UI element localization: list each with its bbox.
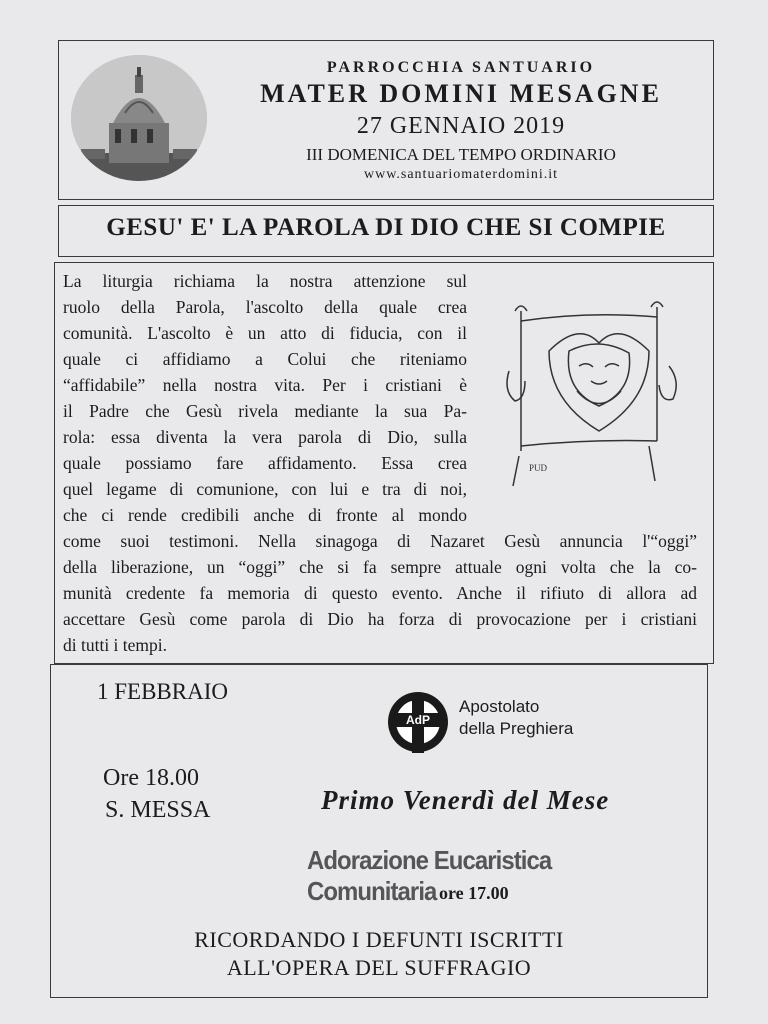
sanctuary-dome-image bbox=[69, 53, 209, 183]
event-box bbox=[50, 664, 708, 998]
body-line: quale possiamo fare affidamento. Essa crea bbox=[63, 453, 467, 473]
body-line: quale ci affidiamo a Colui che riteniamo bbox=[63, 349, 467, 369]
jesus-scroll-drawing bbox=[499, 281, 689, 491]
mass-label: S. MESSA bbox=[105, 797, 211, 823]
body-line: accettare Gesù come parola di Dio ha forza di provocazione per i cristiani bbox=[63, 609, 697, 629]
body-line: comunità. L'ascolto è un atto di fiducia, con il bbox=[63, 323, 467, 343]
mass-time: Ore 18.00 bbox=[103, 765, 199, 791]
body-line: che ci rende credibili anche di fronte al mondo bbox=[63, 505, 467, 525]
body-line: della liberazione, un “oggi” che si fa sempre attuale ogni volta che la co- bbox=[63, 557, 697, 577]
title-box bbox=[58, 205, 714, 257]
adp-name-line2: della Preghiera bbox=[459, 719, 574, 738]
body-line: come suoi testimoni. Nella sinagoga di Nazaret Gesù annuncia l'“oggi” bbox=[63, 531, 697, 551]
body-line: quel legame di comunione, con lui e tra di noi, bbox=[63, 479, 467, 499]
adoration-time: ore 17.00 bbox=[439, 883, 509, 903]
svg-text:PUD: PUD bbox=[529, 463, 548, 473]
bulletin-date: 27 GENNAIO 2019 bbox=[356, 113, 566, 139]
body-line: “affidabile” nella nostra vita. Per i cristiani è bbox=[63, 375, 467, 395]
body-line: di tutti i tempi. bbox=[63, 635, 168, 655]
header-box bbox=[58, 40, 714, 200]
adp-logo-icon bbox=[385, 687, 451, 757]
event-date: 1 FEBBRAIO bbox=[97, 679, 228, 704]
body-line: munità credente fa memoria di questo evento. Anche il rifiuto di allora ad bbox=[63, 583, 697, 603]
body-line: ruolo della Parola, l'ascolto della quale crea bbox=[63, 297, 467, 317]
sanctuary-name: MATER DOMINI MESAGNE bbox=[260, 79, 662, 108]
body-line: il Padre che Gesù rivela mediante la sua Pa- bbox=[63, 401, 467, 421]
parish-label: PARROCCHIA SANTUARIO bbox=[326, 59, 596, 76]
first-friday-heading: Primo Venerdì del Mese bbox=[321, 785, 610, 815]
liturgical-sunday: III DOMENICA DEL TEMPO ORDINARIO bbox=[306, 145, 616, 164]
remembrance-line-1: RICORDANDO I DEFUNTI ISCRITTI bbox=[194, 927, 564, 952]
page-title: GESU' E' LA PAROLA DI DIO CHE SI COMPIE bbox=[106, 214, 666, 241]
body-line: rola: essa diventa la vera parola di Dio, sulla bbox=[63, 427, 467, 447]
body-line: La liturgia richiama la nostra attenzione sul bbox=[63, 271, 467, 291]
reflection-box bbox=[54, 262, 714, 664]
website-link[interactable]: www.santuariomaterdomini.it bbox=[363, 167, 559, 182]
adp-logo-text: AdP bbox=[406, 713, 430, 727]
adoration-heading: Adorazione Eucaristica Comunitaria bbox=[307, 845, 552, 906]
adp-name-line1: Apostolato bbox=[459, 697, 540, 716]
remembrance-line-2: ALL'OPERA DEL SUFFRAGIO bbox=[226, 955, 532, 980]
